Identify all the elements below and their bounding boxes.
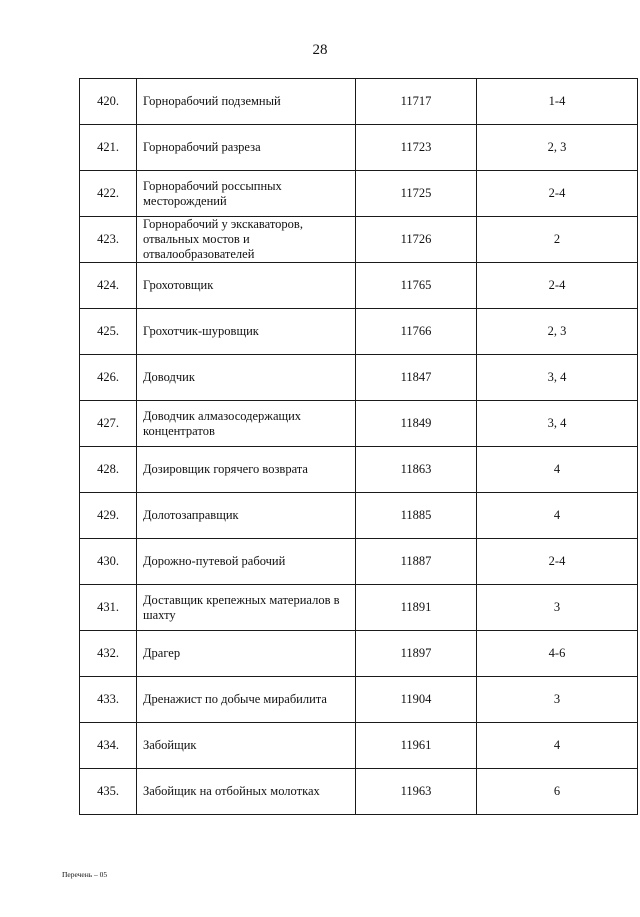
profession-name: Горнорабочий россыпных месторождений <box>137 171 356 217</box>
row-number: 428. <box>80 447 137 493</box>
grade-range: 3, 4 <box>477 401 638 447</box>
grade-range: 1-4 <box>477 79 638 125</box>
table-row <box>80 493 638 539</box>
grade-range: 2, 3 <box>477 309 638 355</box>
row-number: 434. <box>80 723 137 769</box>
row-number: 426. <box>80 355 137 401</box>
table-body <box>80 79 638 815</box>
table-row <box>80 723 638 769</box>
profession-code: 11961 <box>356 723 477 769</box>
profession-code: 11887 <box>356 539 477 585</box>
grade-range: 4 <box>477 493 638 539</box>
table-row <box>80 309 638 355</box>
table-row <box>80 79 638 125</box>
profession-name: Грохотчик-шуровщик <box>137 309 356 355</box>
grade-range: 3 <box>477 585 638 631</box>
profession-code: 11897 <box>356 631 477 677</box>
profession-name: Грохотовщик <box>137 263 356 309</box>
profession-name: Забойщик на отбойных молотках <box>137 769 356 815</box>
page-number: 28 <box>312 42 328 58</box>
profession-name: Драгер <box>137 631 356 677</box>
grade-range: 3, 4 <box>477 355 638 401</box>
profession-code: 11723 <box>356 125 477 171</box>
table-row <box>80 677 638 723</box>
row-number: 427. <box>80 401 137 447</box>
row-number: 422. <box>80 171 137 217</box>
grade-range: 2-4 <box>477 263 638 309</box>
professions-table <box>79 78 638 815</box>
profession-name: Дозировщик горячего возврата <box>137 447 356 493</box>
profession-code: 11726 <box>356 217 477 263</box>
table-row <box>80 585 638 631</box>
table-row <box>80 769 638 815</box>
table-row <box>80 355 638 401</box>
row-number: 431. <box>80 585 137 631</box>
page-footer: Перечень – 05 <box>62 870 108 879</box>
row-number: 435. <box>80 769 137 815</box>
profession-name: Доставщик крепежных материалов в шахту <box>137 585 356 631</box>
profession-name: Дорожно-путевой рабочий <box>137 539 356 585</box>
grade-range: 2-4 <box>477 539 638 585</box>
profession-code: 11849 <box>356 401 477 447</box>
row-number: 424. <box>80 263 137 309</box>
table-row <box>80 217 638 263</box>
table-row <box>80 263 638 309</box>
table-row <box>80 539 638 585</box>
profession-code: 11765 <box>356 263 477 309</box>
grade-range: 6 <box>477 769 638 815</box>
profession-code: 11863 <box>356 447 477 493</box>
row-number: 421. <box>80 125 137 171</box>
profession-code: 11847 <box>356 355 477 401</box>
profession-name: Доводчик алмазосодержащих концентратов <box>137 401 356 447</box>
table-row <box>80 125 638 171</box>
row-number: 423. <box>80 217 137 263</box>
row-number: 425. <box>80 309 137 355</box>
table-row <box>80 447 638 493</box>
profession-name: Забойщик <box>137 723 356 769</box>
row-number: 430. <box>80 539 137 585</box>
profession-code: 11885 <box>356 493 477 539</box>
grade-range: 4 <box>477 447 638 493</box>
grade-range: 4-6 <box>477 631 638 677</box>
profession-name: Долотозаправщик <box>137 493 356 539</box>
grade-range: 2-4 <box>477 171 638 217</box>
grade-range: 3 <box>477 677 638 723</box>
profession-name: Дренажист по добыче мирабилита <box>137 677 356 723</box>
row-number: 432. <box>80 631 137 677</box>
profession-code: 11891 <box>356 585 477 631</box>
table-row <box>80 171 638 217</box>
row-number: 433. <box>80 677 137 723</box>
grade-range: 2 <box>477 217 638 263</box>
profession-name: Доводчик <box>137 355 356 401</box>
table-row <box>80 401 638 447</box>
row-number: 429. <box>80 493 137 539</box>
profession-name: Горнорабочий подземный <box>137 79 356 125</box>
table-row <box>80 631 638 677</box>
grade-range: 2, 3 <box>477 125 638 171</box>
profession-code: 11717 <box>356 79 477 125</box>
profession-code: 11766 <box>356 309 477 355</box>
profession-code: 11725 <box>356 171 477 217</box>
grade-range: 4 <box>477 723 638 769</box>
profession-code: 11904 <box>356 677 477 723</box>
row-number: 420. <box>80 79 137 125</box>
profession-name: Горнорабочий у экскаваторов, отвальных мостов и отвалообразователей <box>137 217 356 263</box>
profession-name: Горнорабочий разреза <box>137 125 356 171</box>
profession-code: 11963 <box>356 769 477 815</box>
